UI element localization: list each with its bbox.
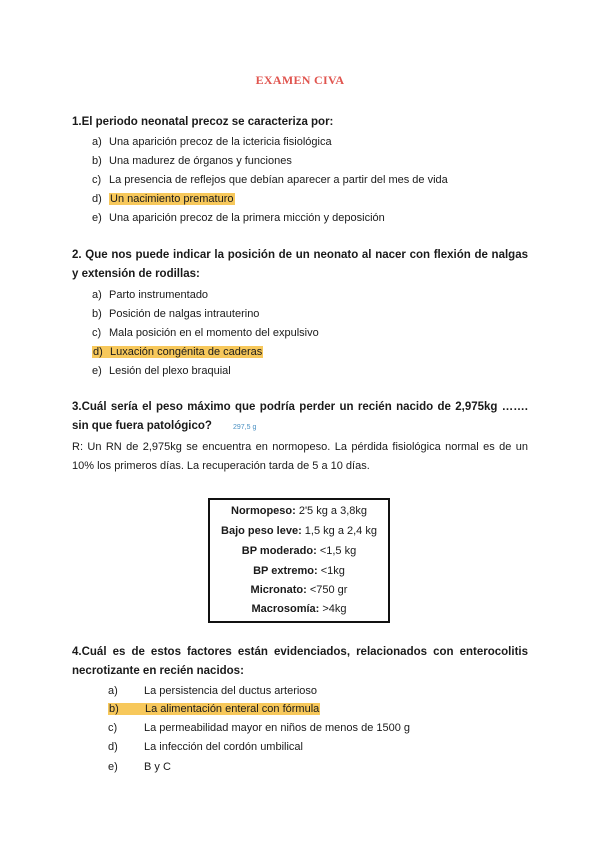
row-term: BP moderado: [241, 545, 317, 557]
option-text: Una aparición precoz de la primera micción y deposición [109, 212, 385, 224]
row-value: 2'5 kg a 3,8kg [298, 505, 367, 517]
table-row [210, 505, 388, 517]
table-row [210, 545, 388, 557]
option-label: b) [92, 155, 102, 167]
handwritten-note: 297,5 g [233, 424, 257, 431]
q2-option-a [92, 288, 208, 302]
option-text: La alimentación enteral con fórmula [145, 703, 320, 715]
q2-option-b [92, 307, 259, 321]
option-label: c) [92, 327, 102, 339]
table-row [210, 584, 388, 596]
option-text: B y C [144, 761, 171, 773]
question-3: 3.Cuál sería el peso máximo que podría perder un recién nacido de 2,975kg ……. sin que fuera patológico? [72, 401, 528, 432]
option-label: a) [92, 289, 102, 301]
option-label: e) [108, 761, 118, 773]
option-label: e) [92, 365, 102, 377]
row-value: <1kg [320, 565, 345, 577]
question-1: 1.El periodo neonatal precoz se caracteriza por: [72, 116, 334, 128]
table-row [210, 603, 388, 615]
option-text: Mala posición en el momento del expulsivo [109, 327, 319, 339]
q4-option-b [108, 702, 320, 716]
q2-option-e [92, 364, 231, 378]
option-text: La infección del cordón umbilical [144, 741, 303, 753]
q4-option-a [108, 684, 317, 698]
answer-3: R: Un RN de 2,975kg se encuentra en normopeso. La pérdida fisiológica normal es de un 10% los primeros días. La recuperación tarda de 5 a 10 días. [72, 441, 528, 472]
option-text: Una madurez de órganos y funciones [109, 155, 292, 167]
option-label: b) [92, 308, 102, 320]
q4-option-c [108, 721, 410, 735]
weight-classification-table [208, 498, 390, 623]
q1-option-a [92, 135, 332, 149]
q2-option-d [92, 345, 263, 359]
option-text: La persistencia del ductus arterioso [144, 685, 318, 697]
row-term: Micronato: [250, 584, 307, 596]
row-term: BP extremo: [253, 565, 318, 577]
row-value: 1,5 kg a 2,4 kg [304, 525, 377, 537]
option-text: Posición de nalgas intrauterino [109, 308, 260, 320]
option-label: c) [92, 174, 102, 186]
row-value: <1,5 kg [319, 545, 357, 557]
table-row [210, 565, 388, 577]
option-label: d) [108, 741, 118, 753]
option-label: e) [92, 212, 102, 224]
highlighted-answer [108, 703, 320, 715]
option-label: c) [108, 722, 118, 734]
q4-option-e [108, 760, 171, 774]
row-value: >4kg [322, 603, 347, 615]
option-text: Una aparición precoz de la ictericia fisiológica [109, 136, 332, 148]
row-term: Macrosomía: [251, 603, 320, 615]
q1-option-c [92, 173, 448, 187]
option-text: La permeabilidad mayor en niños de menos de 1500 g [144, 722, 411, 734]
q1-option-b [92, 154, 292, 168]
option-label: d) [92, 193, 102, 205]
row-value: <750 gr [309, 584, 348, 596]
exam-title: EXAMEN CIVA [255, 73, 345, 87]
option-label: a) [92, 136, 102, 148]
option-text: Parto instrumentado [109, 289, 209, 301]
option-label: b) [109, 703, 119, 715]
q1-option-d [92, 192, 235, 206]
option-text: Lesión del plexo braquial [109, 365, 231, 377]
option-label: d) [93, 346, 103, 358]
q1-option-e [92, 211, 385, 225]
option-text: La presencia de reflejos que debían aparecer a partir del mes de vida [109, 174, 448, 186]
q4-option-d [108, 740, 303, 754]
highlighted-answer [92, 346, 263, 358]
row-term: Bajo peso leve: [221, 525, 302, 537]
question-4: 4.Cuál es de estos factores están evidenciados, relacionados con enterocolitis necrotizante en recién nacidos: [72, 646, 528, 677]
row-term: Normopeso: [231, 505, 296, 517]
highlighted-answer: Un nacimiento prematuro [110, 193, 234, 205]
option-label: a) [108, 685, 118, 697]
question-2: 2. Que nos puede indicar la posición de un neonato al nacer con flexión de nalgas y extensión de rodillas: [72, 249, 528, 280]
option-text: Luxación congénita de caderas [110, 346, 263, 358]
table-row [210, 525, 388, 537]
q2-option-c [92, 326, 319, 340]
